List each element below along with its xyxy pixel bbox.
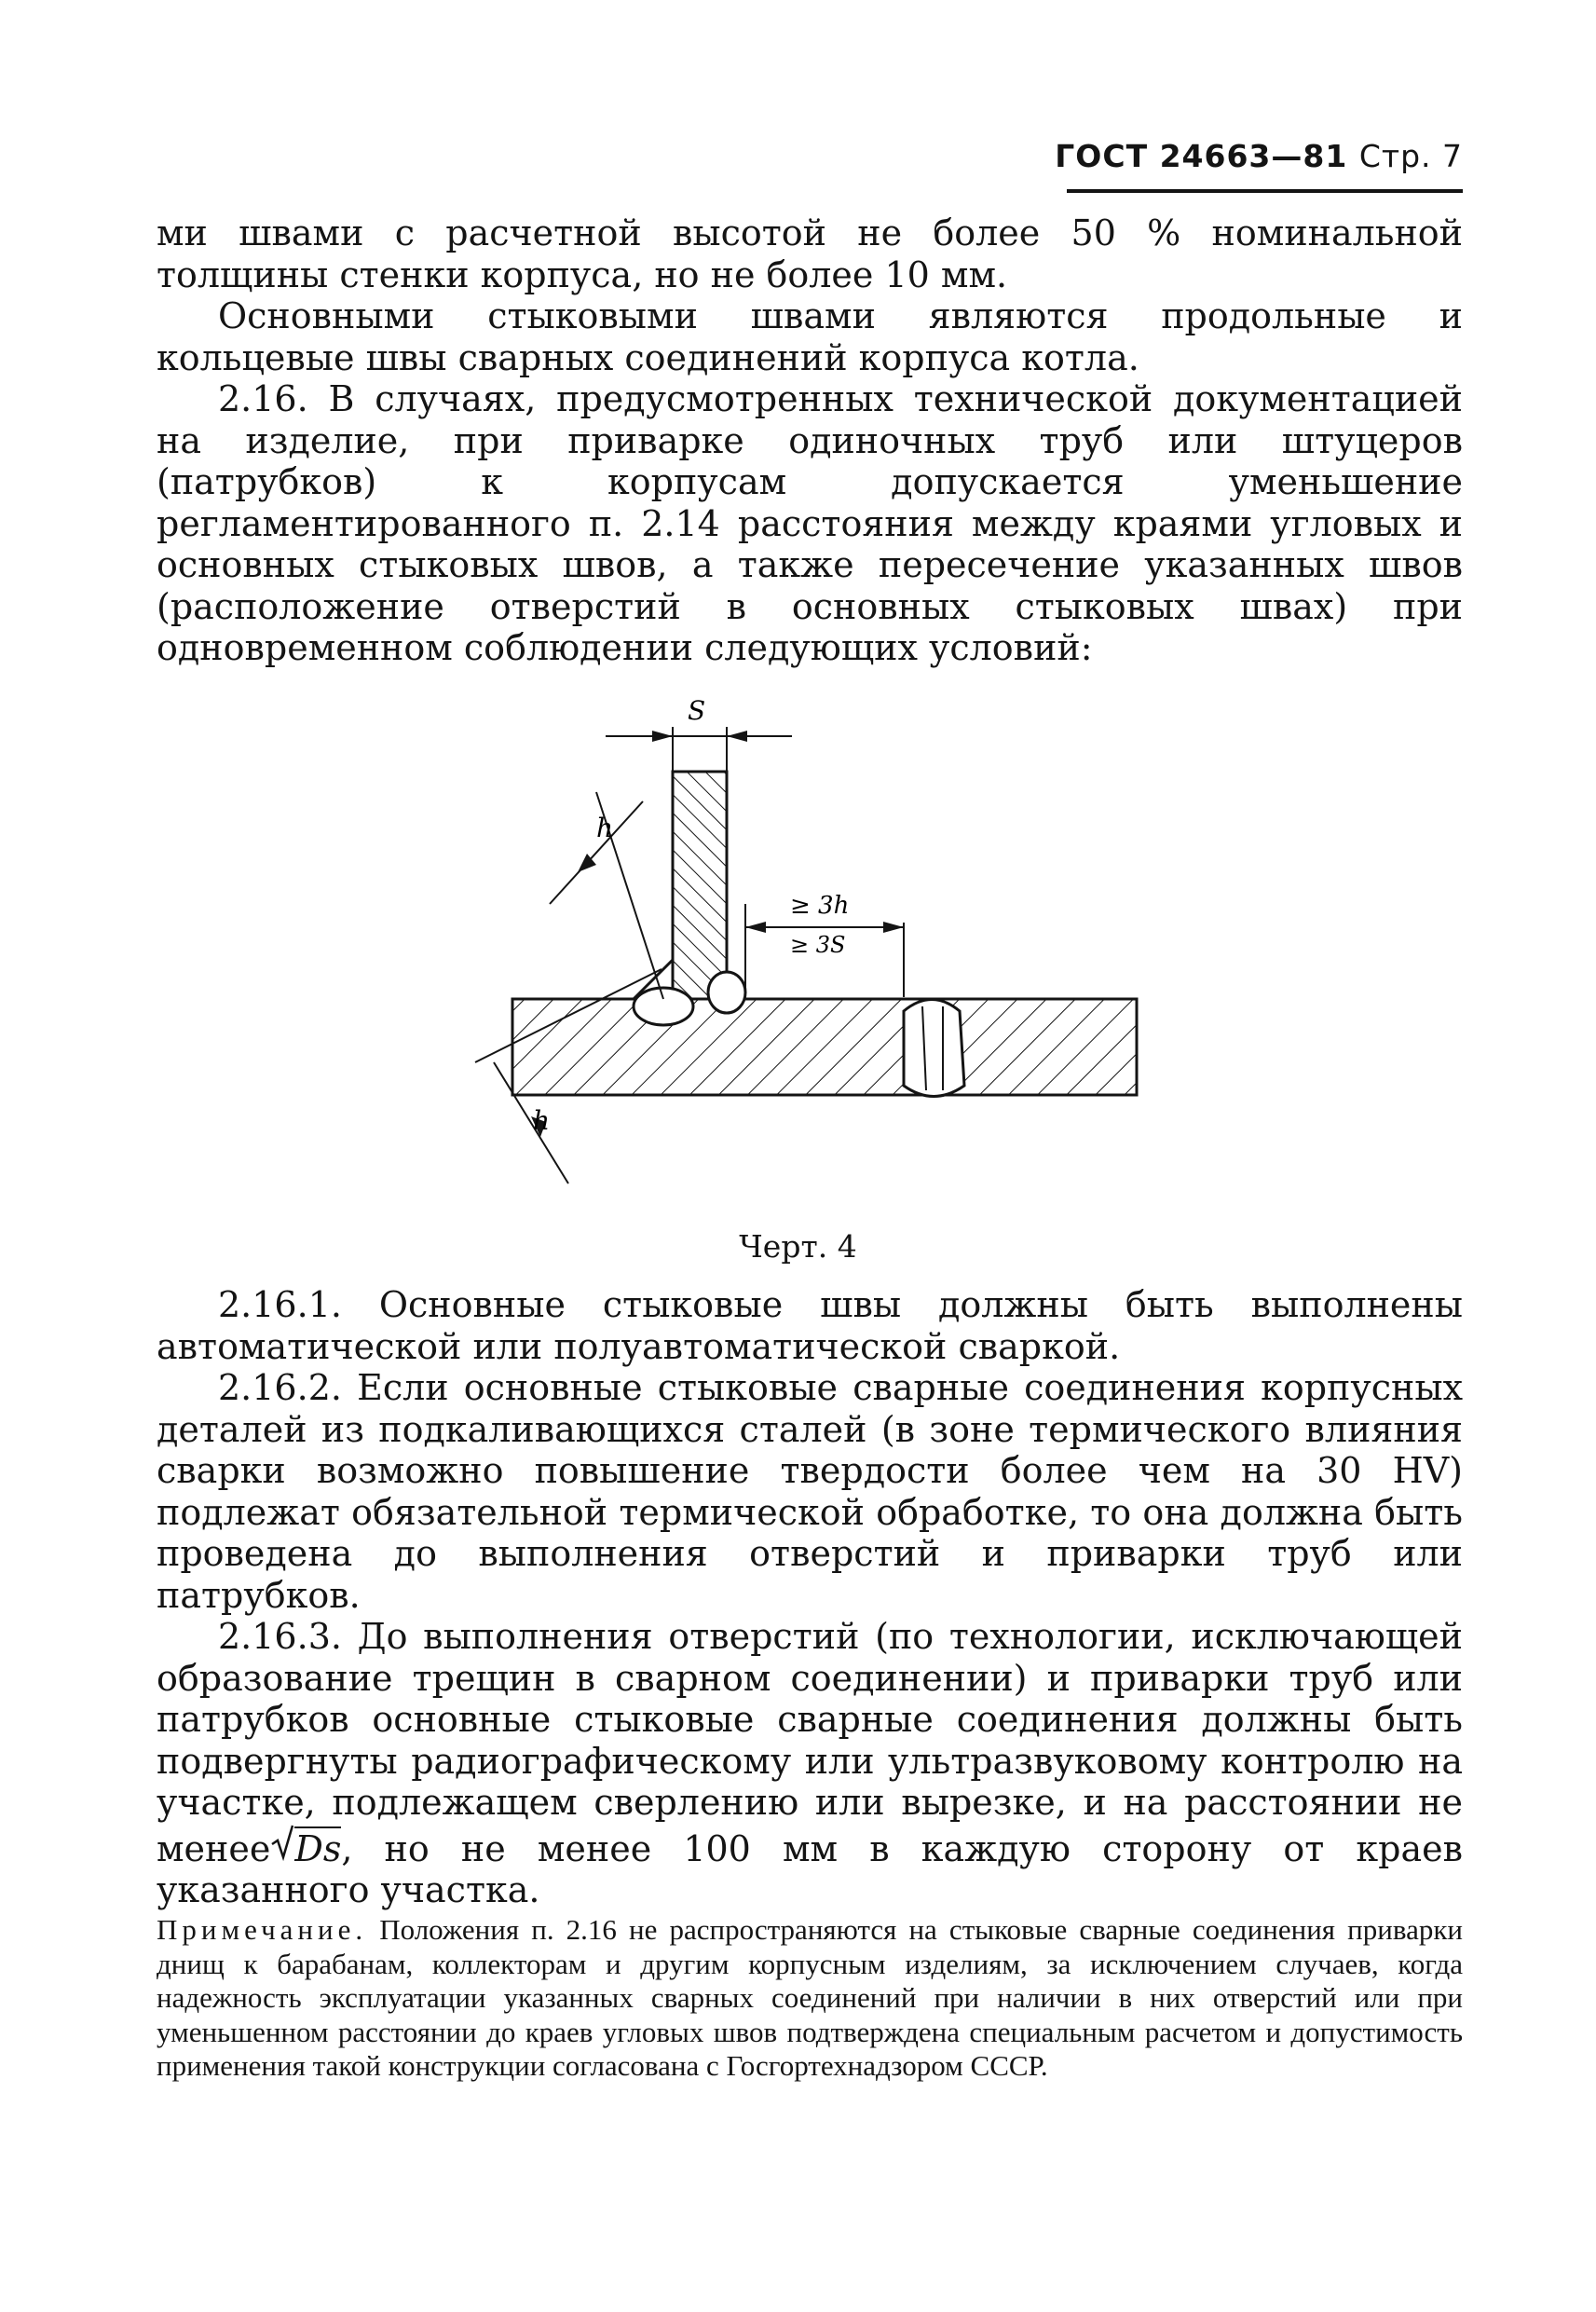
- sqrt-radicand: Ds: [294, 1827, 342, 1869]
- dim-s-arrow-right: [727, 731, 747, 742]
- butt-weld: [904, 1000, 964, 1097]
- label-3h: ≥ 3h: [790, 892, 850, 920]
- dim-3h-arrow-left: [745, 922, 766, 933]
- paragraph-2-16: 2.16. В случаях, предусмотренных технической документацией на изделие, при приварке одиночных труб или штуцеров (патрубков) к корпусам допускается уменьшение регламентированного п. 2.14 расстояния между краями угловых и основных стыковых швов, а также пересечение указанных швов (расположение отверстий в основных стыковых швах) при одновременном соблюдении следующих условий:: [157, 378, 1463, 668]
- paragraph-2-16-3-after: , но не менее 100 мм в каждую сторону от краев указанного участка.: [157, 1827, 1463, 1910]
- header-rule: [1067, 189, 1463, 193]
- weld-drawing: [457, 690, 1165, 1211]
- tube-wall: [673, 772, 727, 999]
- paragraph-2-16-3-before: 2.16.3. До выполнения отверстий (по технологии, исключающей образование трещин в сварном соединении) и приварки труб или патрубков основные стыковые сварные соединения должны быть подвергнуты радиографическому или ультразвуковому контролю на участке, подлежащем сверлению или вырезке, и на расстоянии не менее: [157, 1616, 1463, 1869]
- paragraph-2-16-1: 2.16.1. Основные стыковые швы должны быть выполнены автоматической или полуавтоматической сваркой.: [157, 1284, 1463, 1367]
- note-text: Положения п. 2.16 не распространяются на стыковые сварные соединения приварки днищ к барабанам, коллекторам и другим корпусным изделиям, за исключением случаев, когда надежность эксплуатации указанных сварных соединений при наличии в них отверстий или при уменьшенном расстоянии до краев угловых швов подтверждена специальным расчетом и допустимость применения такой конструкции согласована с Госгортехнадзором СССР.: [157, 1913, 1463, 2082]
- label-s: S: [688, 695, 706, 726]
- weld-root-right: [708, 972, 745, 1013]
- paragraph-2-16-2: 2.16.2. Если основные стыковые сварные соединения корпусных деталей из подкаливающихся сталей (в зоне термического влияния сварки возможно повышение твердости более чем на 30 HV) подлежат обязательной термической обработке, то она должна быть проведена до выполнения отверстий и приварки труб или патрубков.: [157, 1367, 1463, 1616]
- figure-caption: Черт. 4: [739, 1228, 857, 1265]
- text-block-bottom: [157, 1284, 1463, 1911]
- label-3s: ≥ 3S: [790, 932, 846, 958]
- paragraph-2-16-3: [157, 1616, 1463, 1911]
- dim-s-arrow-left: [652, 731, 673, 742]
- paragraph-continuation: ми швами с расчетной высотой не более 50 % номинальной толщины стенки корпуса, но не более 10 мм.: [157, 212, 1463, 295]
- paragraph-main-seams: Основными стыковыми швами являются продольные и кольцевые швы сварных соединений корпуса котла.: [157, 295, 1463, 378]
- base-plate: [512, 999, 1137, 1095]
- label-h-upper: h: [596, 813, 614, 843]
- dim-3h-arrow-right: [883, 922, 904, 933]
- sqrt-symbol: [270, 1824, 294, 1861]
- note-label: Примечание.: [157, 1913, 368, 1946]
- standard-number: ГОСТ 24663—81: [1055, 138, 1348, 174]
- page-number: Стр. 7: [1358, 138, 1463, 174]
- text-block-top: [157, 212, 1463, 669]
- weld-root-left: [634, 988, 693, 1025]
- note-block: [157, 1913, 1463, 2084]
- label-h-lower: h: [533, 1105, 551, 1136]
- page-header: [1053, 138, 1463, 174]
